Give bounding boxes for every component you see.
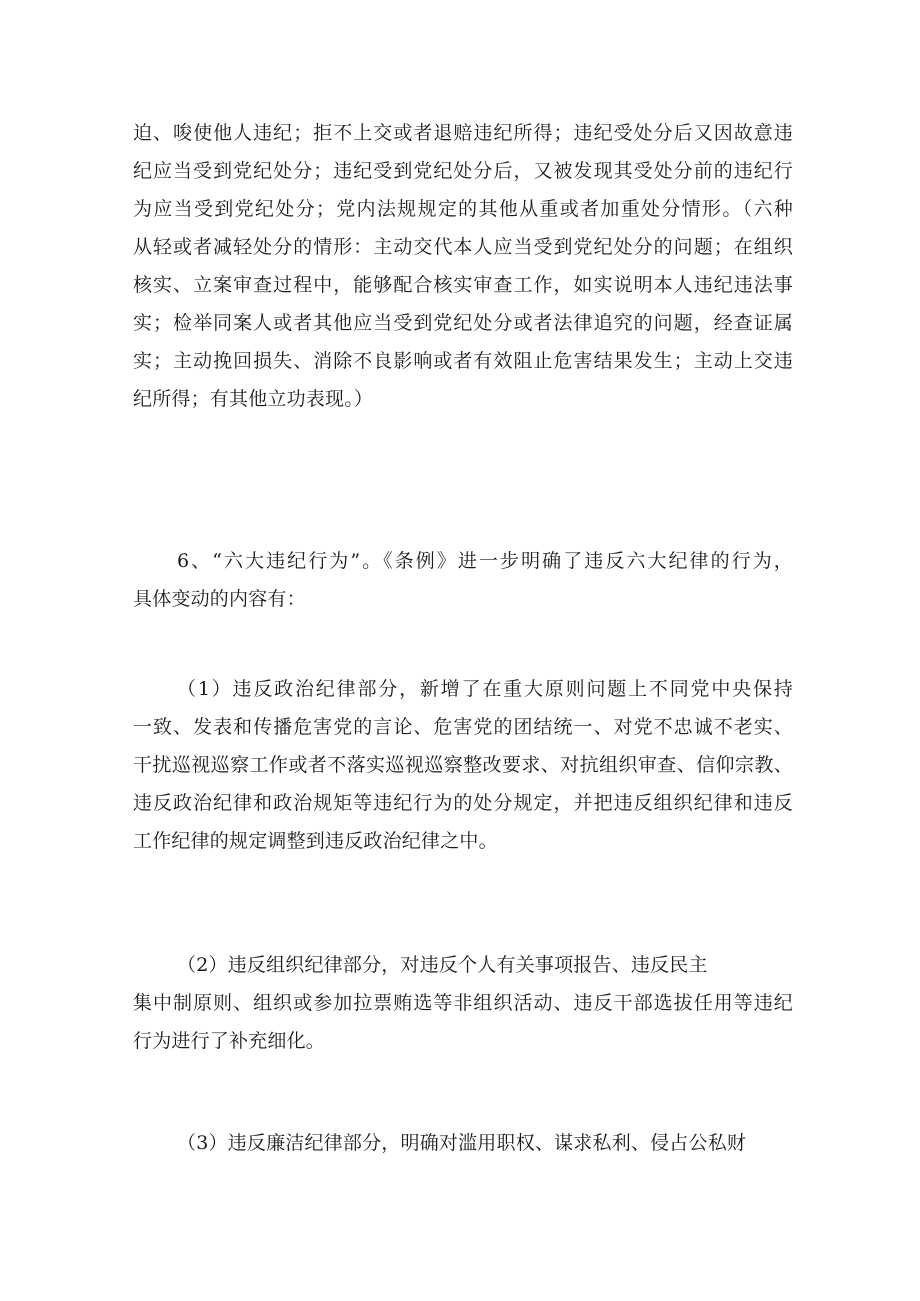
text-line: 违反政治纪律和政治规矩等违纪行为的处分规定，并把违反组织纪律和违反 bbox=[133, 792, 793, 814]
text-line: 核实、立案审查过程中，能够配合核实审查工作，如实说明本人违纪违法事 bbox=[133, 274, 793, 296]
text-line: 行为进行了补充细化。 bbox=[133, 1030, 326, 1052]
text-line: 迫、唆使他人违纪；拒不上交或者退赔违纪所得；违纪受处分后又因故意违 bbox=[133, 122, 793, 144]
paragraph-six-violations-heading bbox=[133, 542, 793, 618]
text-line: 一致、发表和传播危害党的言论、危害党的团结统一、对党不忠诚不老实、 bbox=[133, 716, 793, 738]
text-line: 纪应当受到党纪处分；违纪受到党纪处分后，又被发现其受处分前的违纪行 bbox=[133, 160, 793, 182]
text-line: 干扰巡视巡察工作或者不落实巡视巡察整改要求、对抗组织审查、信仰宗教、 bbox=[133, 754, 793, 776]
text-line: 具体变动的内容有： bbox=[133, 588, 306, 610]
text-line: 实；检举同案人或者其他应当受到党纪处分或者法律追究的问题，经查证属 bbox=[133, 312, 793, 334]
text-line: 工作纪律的规定调整到违反政治纪律之中。 bbox=[133, 830, 498, 852]
text-line: （3）违反廉洁纪律部分，明确对滥用职权、谋求私利、侵占公私财 bbox=[177, 1132, 747, 1154]
text-line: 从轻或者减轻处分的情形：主动交代本人应当受到党纪处分的问题；在组织 bbox=[133, 236, 793, 258]
text-line: 纪所得；有其他立功表现。） bbox=[133, 388, 374, 410]
text-line: （2）违反组织纪律部分，对违反个人有关事项报告、违反民主 bbox=[177, 954, 708, 976]
text-line: 实；主动挽回损失、消除不良影响或者有效阻止危害结果发生；主动上交违 bbox=[133, 350, 793, 372]
text-line: 为应当受到党纪处分；党内法规规定的其他从重或者加重处分情形。（六种 bbox=[133, 198, 793, 220]
text-line: 集中制原则、组织或参加拉票贿选等非组织活动、违反干部选拔任用等违纪 bbox=[133, 992, 793, 1014]
text-line: （1）违反政治纪律部分，新增了在重大原则问题上不同党中央保持 bbox=[177, 678, 793, 700]
paragraph-aggravating-mitigating-circumstances bbox=[133, 114, 793, 418]
paragraph-integrity-discipline bbox=[133, 1124, 793, 1162]
paragraph-political-discipline bbox=[133, 670, 793, 860]
text-line: 6、“六大违纪行为”。《条例》进一步明确了违反六大纪律的行为， bbox=[177, 550, 793, 572]
paragraph-organizational-discipline bbox=[133, 946, 793, 1060]
